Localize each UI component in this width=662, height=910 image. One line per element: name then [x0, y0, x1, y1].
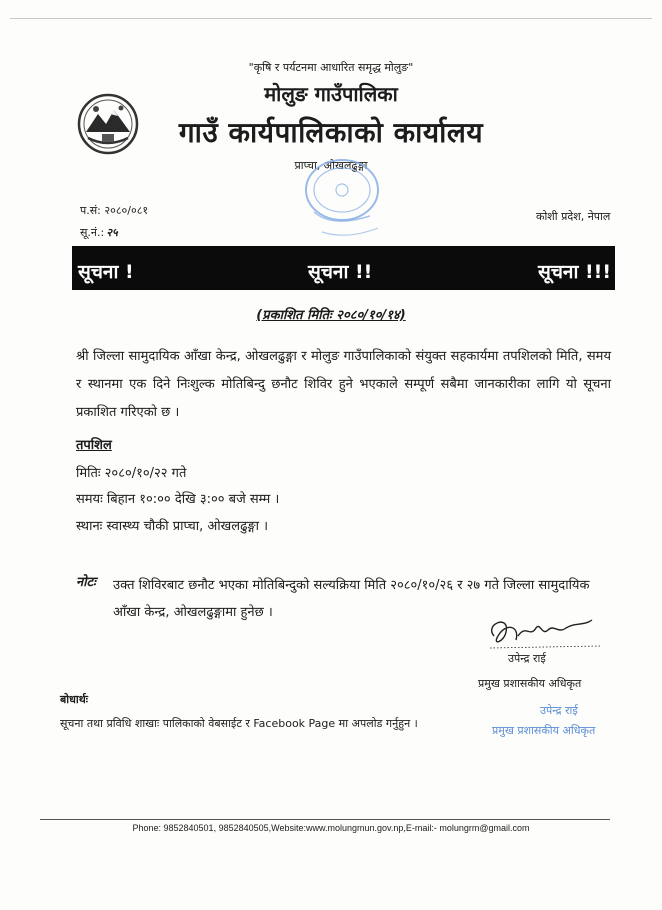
details-heading: तपशिल [76, 438, 112, 453]
cc-text: सूचना तथा प्रविधि शाखाः पालिकाको वेबसाईट र Facebook Page मा अपलोड गर्नुहुन । [60, 717, 418, 730]
note-text: उक्त शिविरबाट छनौट भएका मोतिबिन्दुको सल्यक्रिया मिति २०८०/१०/२६ र २७ गते जिल्ला सामुदायिक आँखा केन्द्र, ओखलढुङ्गामा हुनेछ । [113, 578, 590, 620]
name-stamp-title: प्रमुख प्रशासकीय अधिकृत [492, 724, 596, 737]
banner-left-text: सूचना ! [78, 261, 134, 283]
province: कोशी प्रदेश, नेपाल [536, 210, 611, 223]
published-date: (प्रकाशित मितिः २०८०/१०/१४) [256, 308, 406, 323]
banner-right-text: सूचना !!! [538, 261, 611, 283]
footer-rule [40, 819, 610, 820]
detail-date: मितिः २०८०/१०/२२ गते [76, 466, 187, 481]
signer-name: उपेन्द्र राई [508, 652, 546, 665]
top-rule [10, 18, 652, 19]
office-seal-icon [292, 150, 392, 242]
org-name: मोलुङ गाउँपालिका [264, 82, 398, 106]
cc-heading: बोधार्थः [60, 693, 88, 706]
detail-time: समयः बिहान १०:०० देखि ३:०० बजे सम्म । [76, 492, 280, 507]
detail-place: स्थानः स्वास्थ्य चौकी प्राप्चा, ओखलढुङ्गा । [76, 519, 269, 534]
signer-title: प्रमुख प्रशासकीय अधिकृत [478, 677, 582, 690]
notice-number-label: सू.नं.: [80, 226, 105, 239]
body-paragraph: श्री जिल्ला सामुदायिक आँखा केन्द्र, ओखलढुङ्गा र मोलुङ गाउँपालिकाको संयुक्त सहकार्यमा तपशिलको मिति, समय र स्थानमा एक दिने निःशुल्क मोतिबिन्दु छनौट शिविर हुने भएकाले सम्पूर्ण सबैमा जानकारीका लागि यो सूचना प्रकाशित गरिएको छ । [76, 349, 611, 420]
reference-number: प.सं: २०८०/०८१ [80, 204, 149, 217]
notice-number-value: २५ [106, 226, 118, 239]
note-label: नोटः [76, 575, 96, 590]
notice-banner [72, 246, 615, 290]
footer-contact: Phone: 9852840501, 9852840505,Website:www.molungmun.gov.np,E-mail:- molungrm@gmail.com [132, 823, 530, 833]
nepal-emblem-icon [76, 92, 140, 156]
slogan: "कृषि र पर्यटनमा आधारित समृद्ध मोलुङ" [248, 61, 414, 74]
address-line: प्राप्चा, ओखलढुङ्गा [294, 159, 368, 172]
name-stamp-name: उपेन्द्र राई [540, 704, 578, 717]
notice-number [80, 225, 118, 240]
banner-center-text: सूचना !! [308, 261, 373, 283]
office-name: गाउँ कार्यपालिकाको कार्यालय [178, 116, 484, 149]
